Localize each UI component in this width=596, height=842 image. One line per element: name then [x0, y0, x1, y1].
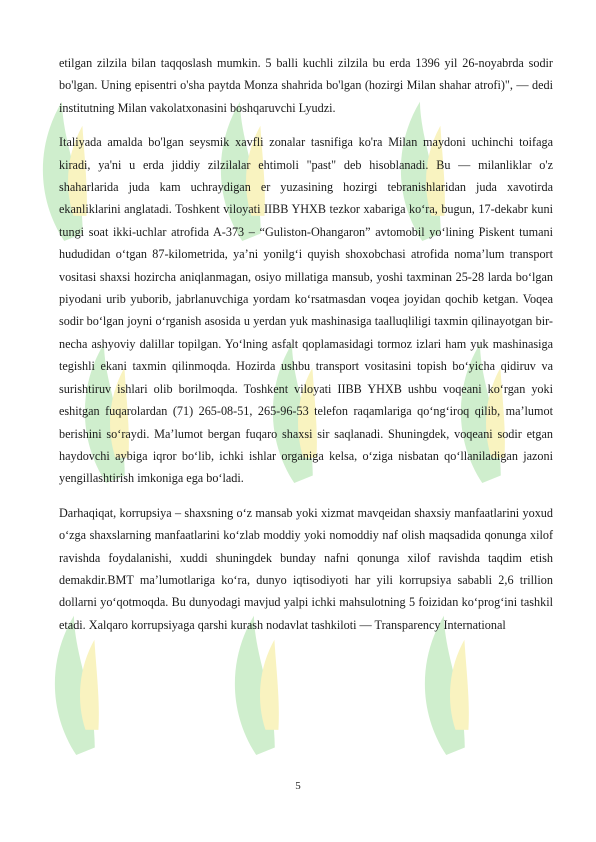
page-number: 5 — [295, 780, 301, 792]
paragraph-seismic-zones-and-incident: Italiyada amalda bo'lgan seysmik xavfli zonalar tasnifiga ko'ra Milan maydoni uchinchi toifaga kiradi, ya'ni u erda jiddiy zilzilalar ehtimoli "past" deb hisoblanadi. Bu — milanliklar o'z shaharlarida juda kam uchraydigan er yuzasining hozirgi tebranishlaridan juda xavotirda ekanliklarini anglatadi. Toshkent viloyati IIBB YHXB tezkor xabariga ko‘ra, bugun, 17-dekabr kuni tungi soat ikki-uchlar atrofida A-373 – “Guliston-Ohangaron” avtomobil yo‘lining Piskent tumani hududidan o‘tgan 87-kilometrida, ya’ni yonilg‘i quyish shoxobchasi atrofida noma’lum transport vositasi shaxsi hozircha aniqlanmagan, osiyo millatiga mansub, yoshi taxminan 25-28 larda bo‘lgan piyodani urib yuborib, jabrlanuvchiga yordam ko‘rsatmasdan voqea joyidan qochib ketgan. Voqea sodir bo‘lgan joyni o‘rganish asosida u yerdan yuk mashinasiga taalluqliligi taxmin qilinayotgan bir-necha ashyoviy dalillar topilgan. Yo‘lning asfalt qoplamasidagi tormoz izlari ham yuk mashinasiga tegishli ekani taxmin qilinmoqda. Hozirda ushbu transport vositasini topish bo‘yicha qidiruv va surishtiruv ishlari olib borilmoqda. Toshkent viloyati IIBB YHXB ushbu voqeani ko‘rgan yoki eshitgan fuqarolardan (71) 265-08-51, 265-96-53 telefon raqamlariga qo‘ng‘iroq qilib, ma’lumot berishini so‘raydi. Ma’lumot bergan fuqaro shaxsi sir saqlanadi. Shuningdek, voqeani sodir etgan haydovchi aybiga iqror bo‘lib, ichki ishlar organiga kelsa, o‘ziga nisbatan qo‘llaniladigan jazoni yengillashtirish imkoniga ega bo‘ladi. — [59, 135, 553, 486]
paragraph-earthquake-history: etilgan zilzila bilan taqqoslash mumkin. 5 balli kuchli zilzila bu erda 1396 yil 26-noyabrda sodir bo'lgan. Uning episentri o'sha paytda Monza shahrida bo'lgan (hozirgi Milan shahar atrofi)", — dedi institutning Milan vakolatxonasini boshqaruvchi Lyudzi. — [59, 56, 553, 115]
document-body — [59, 52, 553, 648]
paragraph-corruption: Darhaqiqat, korrupsiya – shaxsning o‘z mansab yoki xizmat mavqeidan shaxsiy manfaatlarini yoxud o‘zga shaxslarning manfaatlarini ko‘zlab moddiy yoki nomoddiy naf olish maqsadida qonunga xilof ravishda foydalanishi, xuddi shuningdek bunday nafni qonunga xilof ravishda taqdim etish demakdir.BMT ma’lumotlariga ko‘ra, dunyo iqtisodiyoti har yili korrupsiya sababli 2,6 trillion dollarni yo‘qotmoqda. Bu dunyodagi mavjud yalpi ichki mahsulotning 5 foizidan ko‘prog‘ini tashkil etadi. Xalqaro korrupsiyaga qarshi kurash nodavlat tashkiloti — Transparency International — [59, 505, 553, 632]
